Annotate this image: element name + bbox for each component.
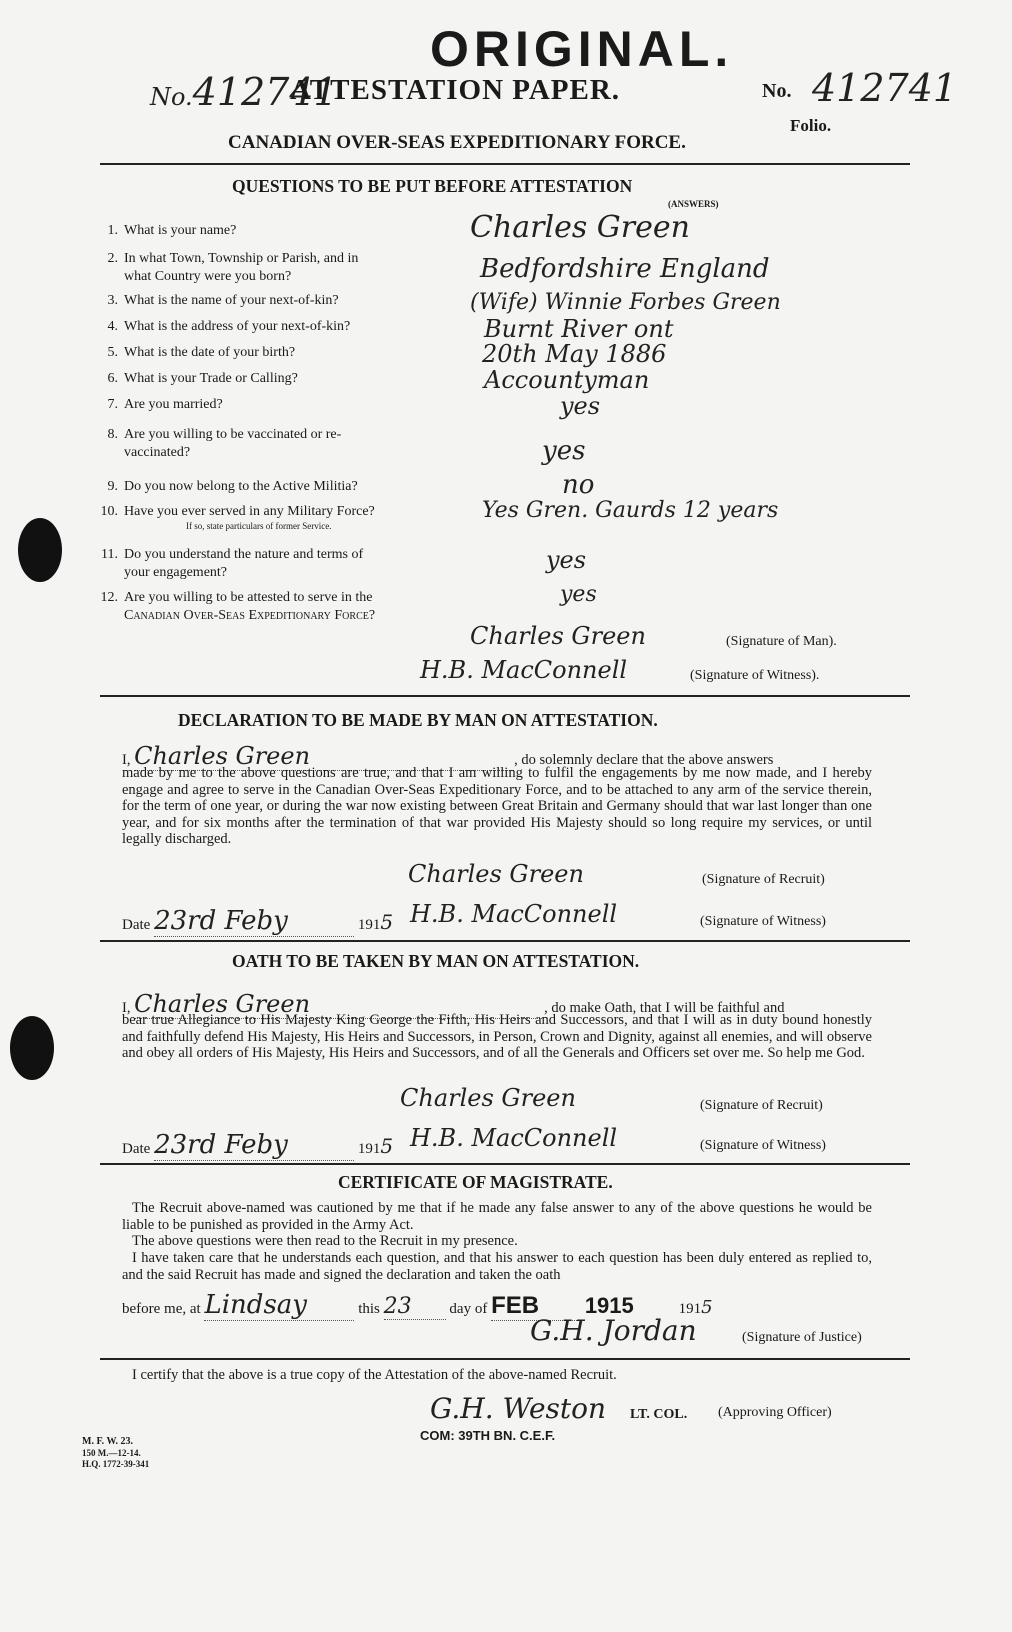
answer-text: Yes Gren. Gaurds 12 years	[482, 498, 779, 523]
witness-signature-questions: H.B. MacConnell	[420, 656, 628, 684]
question-number: 10.	[100, 504, 118, 519]
question-row	[96, 426, 341, 462]
declaration-name: Charles Green	[134, 742, 514, 771]
answer-text: 20th May 1886	[482, 340, 667, 368]
document-subtitle: CANADIAN OVER-SEAS EXPEDITIONARY FORCE.	[228, 132, 686, 153]
question-text: In what Town, Township or Parish, and in	[124, 251, 359, 266]
question-number: 6.	[107, 371, 118, 386]
question-text: Have you ever served in any Military Force?	[124, 504, 375, 519]
justice-label: (Signature of Justice)	[742, 1330, 862, 1345]
questions-end-rule	[100, 695, 910, 697]
serial-prefix: No.	[150, 83, 193, 111]
question-number: 9.	[107, 479, 118, 494]
question-number: 3.	[107, 293, 118, 308]
declaration-year-suffix: 5	[380, 910, 394, 934]
declaration-witness-signature: H.B. MacConnell	[410, 900, 618, 928]
declaration-text: made by me to the above questions are true, and that I am willing to fulfil the engagements by me now made, and I hereby engage and agree to serve in the Canadian Over-Seas Expeditionary Force, and to be attached to any arm of the service therein, for the term of one year, or during the war now existing between Great Britain and Germany should that war last longer than one year, and for six months after the termination of that war provided His Majesty should so long require my services, or until legally discharged.	[122, 765, 872, 847]
declaration-title: DECLARATION TO BE MADE BY MAN ON ATTESTATION.	[178, 710, 658, 730]
question-row	[96, 589, 375, 625]
question-text: Are you married?	[124, 397, 223, 412]
declaration-i: I,	[122, 752, 131, 768]
question-text: What is your Trade or Calling?	[124, 371, 298, 386]
question-text: What is the date of your birth?	[124, 345, 296, 360]
witness-signature-questions-label: (Signature of Witness).	[690, 668, 820, 683]
declaration-recruit-label: (Signature of Recruit)	[702, 872, 825, 887]
question-text-continued: If so, state particulars of former Service.	[186, 521, 332, 531]
question-number: 8.	[107, 427, 118, 442]
declaration-recruit-signature: Charles Green	[408, 860, 584, 888]
certificate-day: 23	[384, 1294, 446, 1320]
question-text: What is your name?	[124, 223, 237, 238]
questions-title: QUESTIONS TO BE PUT BEFORE ATTESTATION	[232, 176, 633, 196]
oath-text: bear true Allegiance to His Majesty King George the Fifth, His Heirs and Successors, and that I will as in duty bound honestly and faithfully defend His Majesty, His Heirs and Successors, in Person, Crown and Dignity, against all enemies, and will observe and obey all orders of His Majesty, His Heirs and Successors, and of all the Generals and Officers set over me. So help me God.	[122, 1012, 872, 1061]
header-rule	[100, 163, 910, 165]
oath-witness-label: (Signature of Witness)	[700, 1138, 826, 1153]
answer-text: Charles Green	[470, 210, 690, 245]
document-title: ATTESTATION PAPER.	[290, 74, 621, 106]
certificate-place: Lindsay	[204, 1290, 354, 1321]
certificate-year-prefix: 191	[678, 1301, 702, 1317]
certificate-year-suffix: 5	[701, 1297, 713, 1318]
question-number: 5.	[107, 345, 118, 360]
before-me-label: before me, at	[122, 1301, 201, 1317]
form-code-line-3: H.Q. 1772-39-341	[82, 1459, 150, 1469]
certificate-paragraph-1: The Recruit above-named was cautioned by me that if he made any false answer to any of the above questions he would be liable to be punished as provided in the Army Act.	[122, 1200, 872, 1233]
man-signature: Charles Green	[470, 622, 646, 650]
certify-text: I certify that the above is a true copy of the Attestation of the above-named Recruit.	[132, 1367, 617, 1383]
oath-i: I,	[122, 1000, 131, 1016]
serial-number: 412741	[192, 70, 338, 114]
approving-signature: G.H. Weston	[430, 1392, 607, 1425]
punch-hole-bottom	[10, 1016, 54, 1080]
question-row	[96, 318, 350, 336]
number-label: No.	[762, 80, 792, 102]
question-row	[96, 370, 298, 388]
certificate-end-rule	[100, 1358, 910, 1360]
question-number: 2.	[107, 251, 118, 266]
question-row	[96, 344, 295, 362]
declaration-witness-label: (Signature of Witness)	[700, 914, 826, 929]
question-text: What is the address of your next-of-kin?	[124, 319, 351, 334]
unit-stamp: COM: 39TH BN. C.E.F.	[420, 1428, 556, 1443]
oath-year-suffix: 5	[380, 1134, 394, 1158]
day-of-label: day of	[449, 1301, 488, 1317]
question-row	[96, 222, 236, 240]
answer-text: no	[562, 470, 595, 500]
declaration-year-prefix: 191	[357, 917, 381, 933]
oath-recruit-signature: Charles Green	[400, 1084, 576, 1112]
folio-label: Folio.	[790, 116, 832, 135]
question-text-continued: what Country were you born?	[124, 269, 292, 284]
answers-label: (ANSWERS)	[668, 199, 719, 209]
answer-text: (Wife) Winnie Forbes Green	[470, 290, 781, 315]
oath-title: OATH TO BE TAKEN BY MAN ON ATTESTATION.	[232, 951, 640, 971]
oath-date-label: Date	[122, 1141, 151, 1157]
declaration-text-first: , do solemnly declare that the above answers	[514, 752, 774, 768]
stamp-month: FEB	[491, 1292, 581, 1321]
question-text: What is the name of your next-of-kin?	[124, 293, 339, 308]
oath-date: 23rd Feby	[154, 1130, 354, 1161]
oath-date-row	[122, 1130, 393, 1161]
question-number: 4.	[107, 319, 118, 334]
answer-text: yes	[546, 546, 587, 574]
question-text: Do you now belong to the Active Militia?	[124, 479, 358, 494]
declaration-date: 23rd Feby	[154, 906, 354, 937]
answer-text: yes	[560, 582, 597, 607]
certificate-title: CERTIFICATE OF MAGISTRATE.	[338, 1172, 613, 1192]
rank-label: LT. COL.	[630, 1407, 688, 1422]
oath-year-prefix: 191	[357, 1141, 381, 1157]
answer-text: Burnt River ont	[484, 315, 674, 343]
question-number: 1.	[107, 223, 118, 238]
certificate-paragraph-3: I have taken care that he understands each question, and that his answer to each question has been duly entered as replied to, and the said Recruit has made and signed the declaration and taken the oath	[122, 1250, 872, 1283]
answer-text: Accountyman	[484, 366, 650, 394]
man-signature-label: (Signature of Man).	[726, 634, 837, 649]
question-row	[96, 292, 339, 310]
question-text-continued: Canadian Over-Seas Expeditionary Force?	[124, 608, 376, 623]
form-code-line-2: 150 M.—12-14.	[82, 1448, 141, 1458]
oath-text-first: , do make Oath, that I will be faithful and	[544, 1000, 785, 1016]
answer-text: yes	[542, 436, 586, 466]
declaration-end-rule	[100, 940, 910, 942]
oath-end-rule	[100, 1163, 910, 1165]
this-label: this	[358, 1301, 380, 1317]
question-text-continued: your engagement?	[124, 565, 228, 580]
question-number: 12.	[100, 590, 118, 605]
approving-officer-label: (Approving Officer)	[718, 1405, 832, 1420]
question-row	[96, 478, 358, 496]
question-row	[96, 250, 358, 286]
stamp-year: 1915	[584, 1293, 634, 1318]
answer-text: Bedfordshire England	[480, 254, 770, 284]
answer-text: yes	[560, 392, 601, 420]
document-number: 412741	[812, 66, 958, 110]
oath-witness-signature: H.B. MacConnell	[410, 1124, 618, 1152]
declaration-date-row	[122, 906, 393, 937]
question-text-continued: vaccinated?	[124, 445, 191, 460]
certificate-paragraph-2: The above questions were then read to the Recruit in my presence.	[132, 1233, 518, 1249]
punch-hole-top	[18, 518, 62, 582]
question-row	[96, 503, 375, 532]
question-number: 7.	[107, 397, 118, 412]
original-stamp: ORIGINAL.	[430, 21, 734, 77]
form-code-line-1: M. F. W. 23.	[82, 1436, 134, 1447]
justice-signature: G.H. Jordan	[530, 1314, 697, 1347]
oath-recruit-label: (Signature of Recruit)	[700, 1098, 823, 1113]
declaration-date-label: Date	[122, 917, 151, 933]
question-text: Are you willing to be attested to serve in the	[124, 590, 373, 605]
oath-name: Charles Green	[134, 990, 544, 1019]
question-row	[96, 546, 363, 582]
question-number: 11.	[101, 547, 118, 562]
question-text: Do you understand the nature and terms of	[124, 547, 364, 562]
question-text: Are you willing to be vaccinated or re-	[124, 427, 342, 442]
question-row	[96, 396, 223, 414]
